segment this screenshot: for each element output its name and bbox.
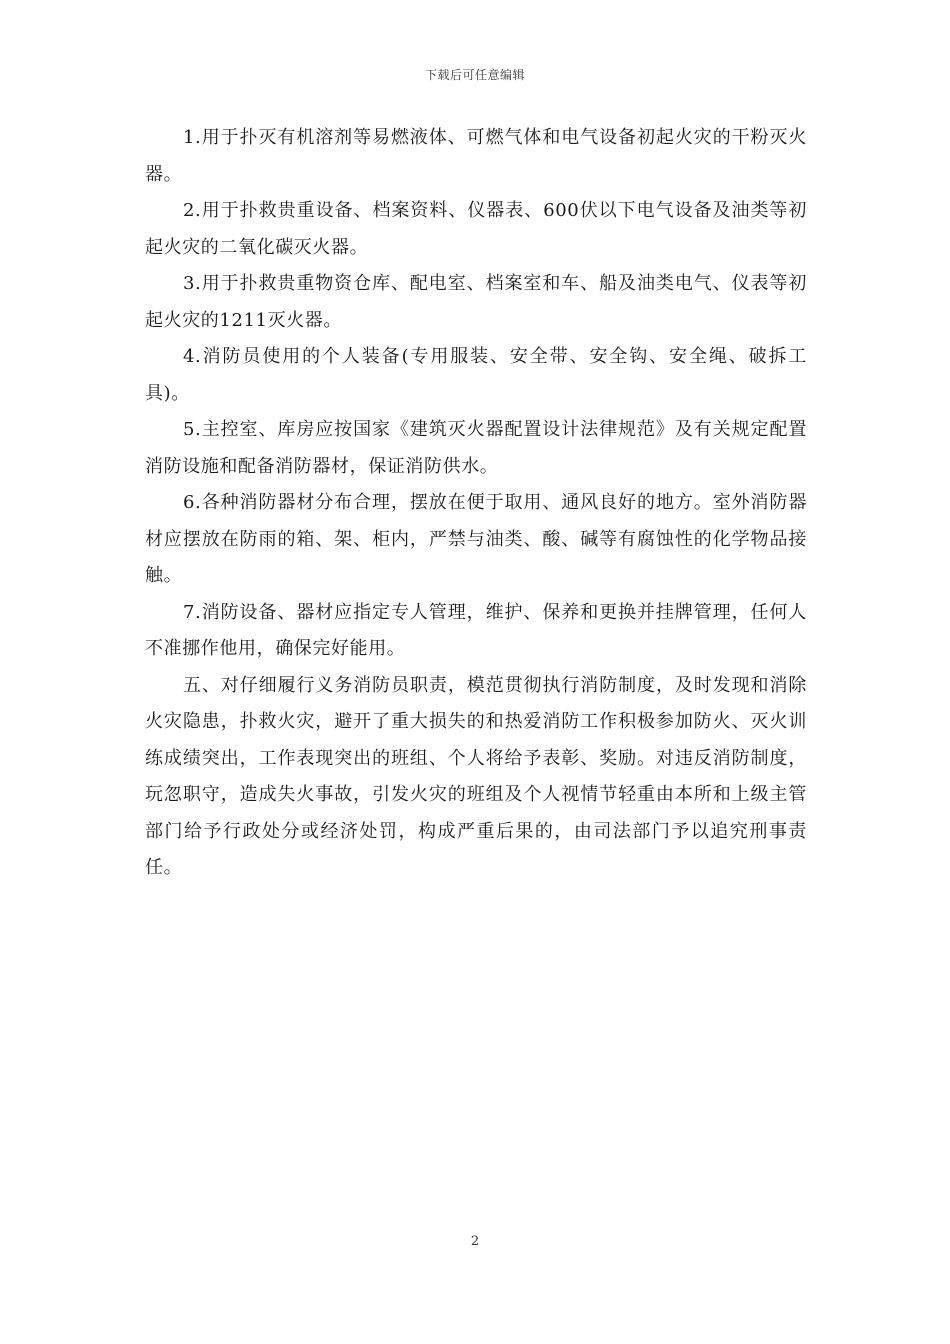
page-number: 2 [470, 1234, 480, 1249]
paragraph-6: 6.各种消防器材分布合理，摆放在便于取用、通风良好的地方。室外消防器材应摆放在防雨的箱、架、柜内，严禁与油类、酸、碱等有腐蚀性的化学物品接触。 [145, 492, 807, 586]
paragraph-4: 4.消防员使用的个人装备(专用服装、安全带、安全钩、安全绳、破拆工具)。 [145, 346, 807, 404]
paragraph-5: 5.主控室、库房应按国家《建筑灭火器配置设计法律规范》及有关规定配置消防设施和配备消防器材，保证消防供水。 [145, 419, 807, 477]
paragraph-3: 3.用于扑救贵重物资仓库、配电室、档案室和车、船及油类电气、仪表等初起火灾的1211灭火器。 [145, 273, 807, 331]
page-header: 下载后可任意编辑 [424, 68, 525, 82]
document-body [145, 120, 807, 887]
paragraph-7: 7.消防设备、器材应指定专人管理，维护、保养和更换并挂牌管理，任何人不准挪作他用，确保完好能用。 [145, 601, 807, 659]
paragraph-section-5: 五、对仔细履行义务消防员职责，模范贯彻执行消防制度，及时发现和消除火灾隐患，扑救火灾，避开了重大损失的和热爱消防工作积极参加防火、灭火训练成绩突出，工作表现突出的班组、个人将给予表彰、奖励。对违反消防制度，玩忽职守，造成失火事故，引发火灾的班组及个人视情节轻重由本所和上级主管部门给予行政处分或经济处罚，构成严重后果的，由司法部门予以追究刑事责任。 [145, 674, 807, 878]
paragraph-2: 2.用于扑救贵重设备、档案资料、仪器表、600伏以下电气设备及油类等初起火灾的二氧化碳灭火器。 [145, 200, 807, 258]
paragraph-1: 1.用于扑灭有机溶剂等易燃液体、可燃气体和电气设备初起火灾的干粉灭火器。 [145, 127, 807, 185]
